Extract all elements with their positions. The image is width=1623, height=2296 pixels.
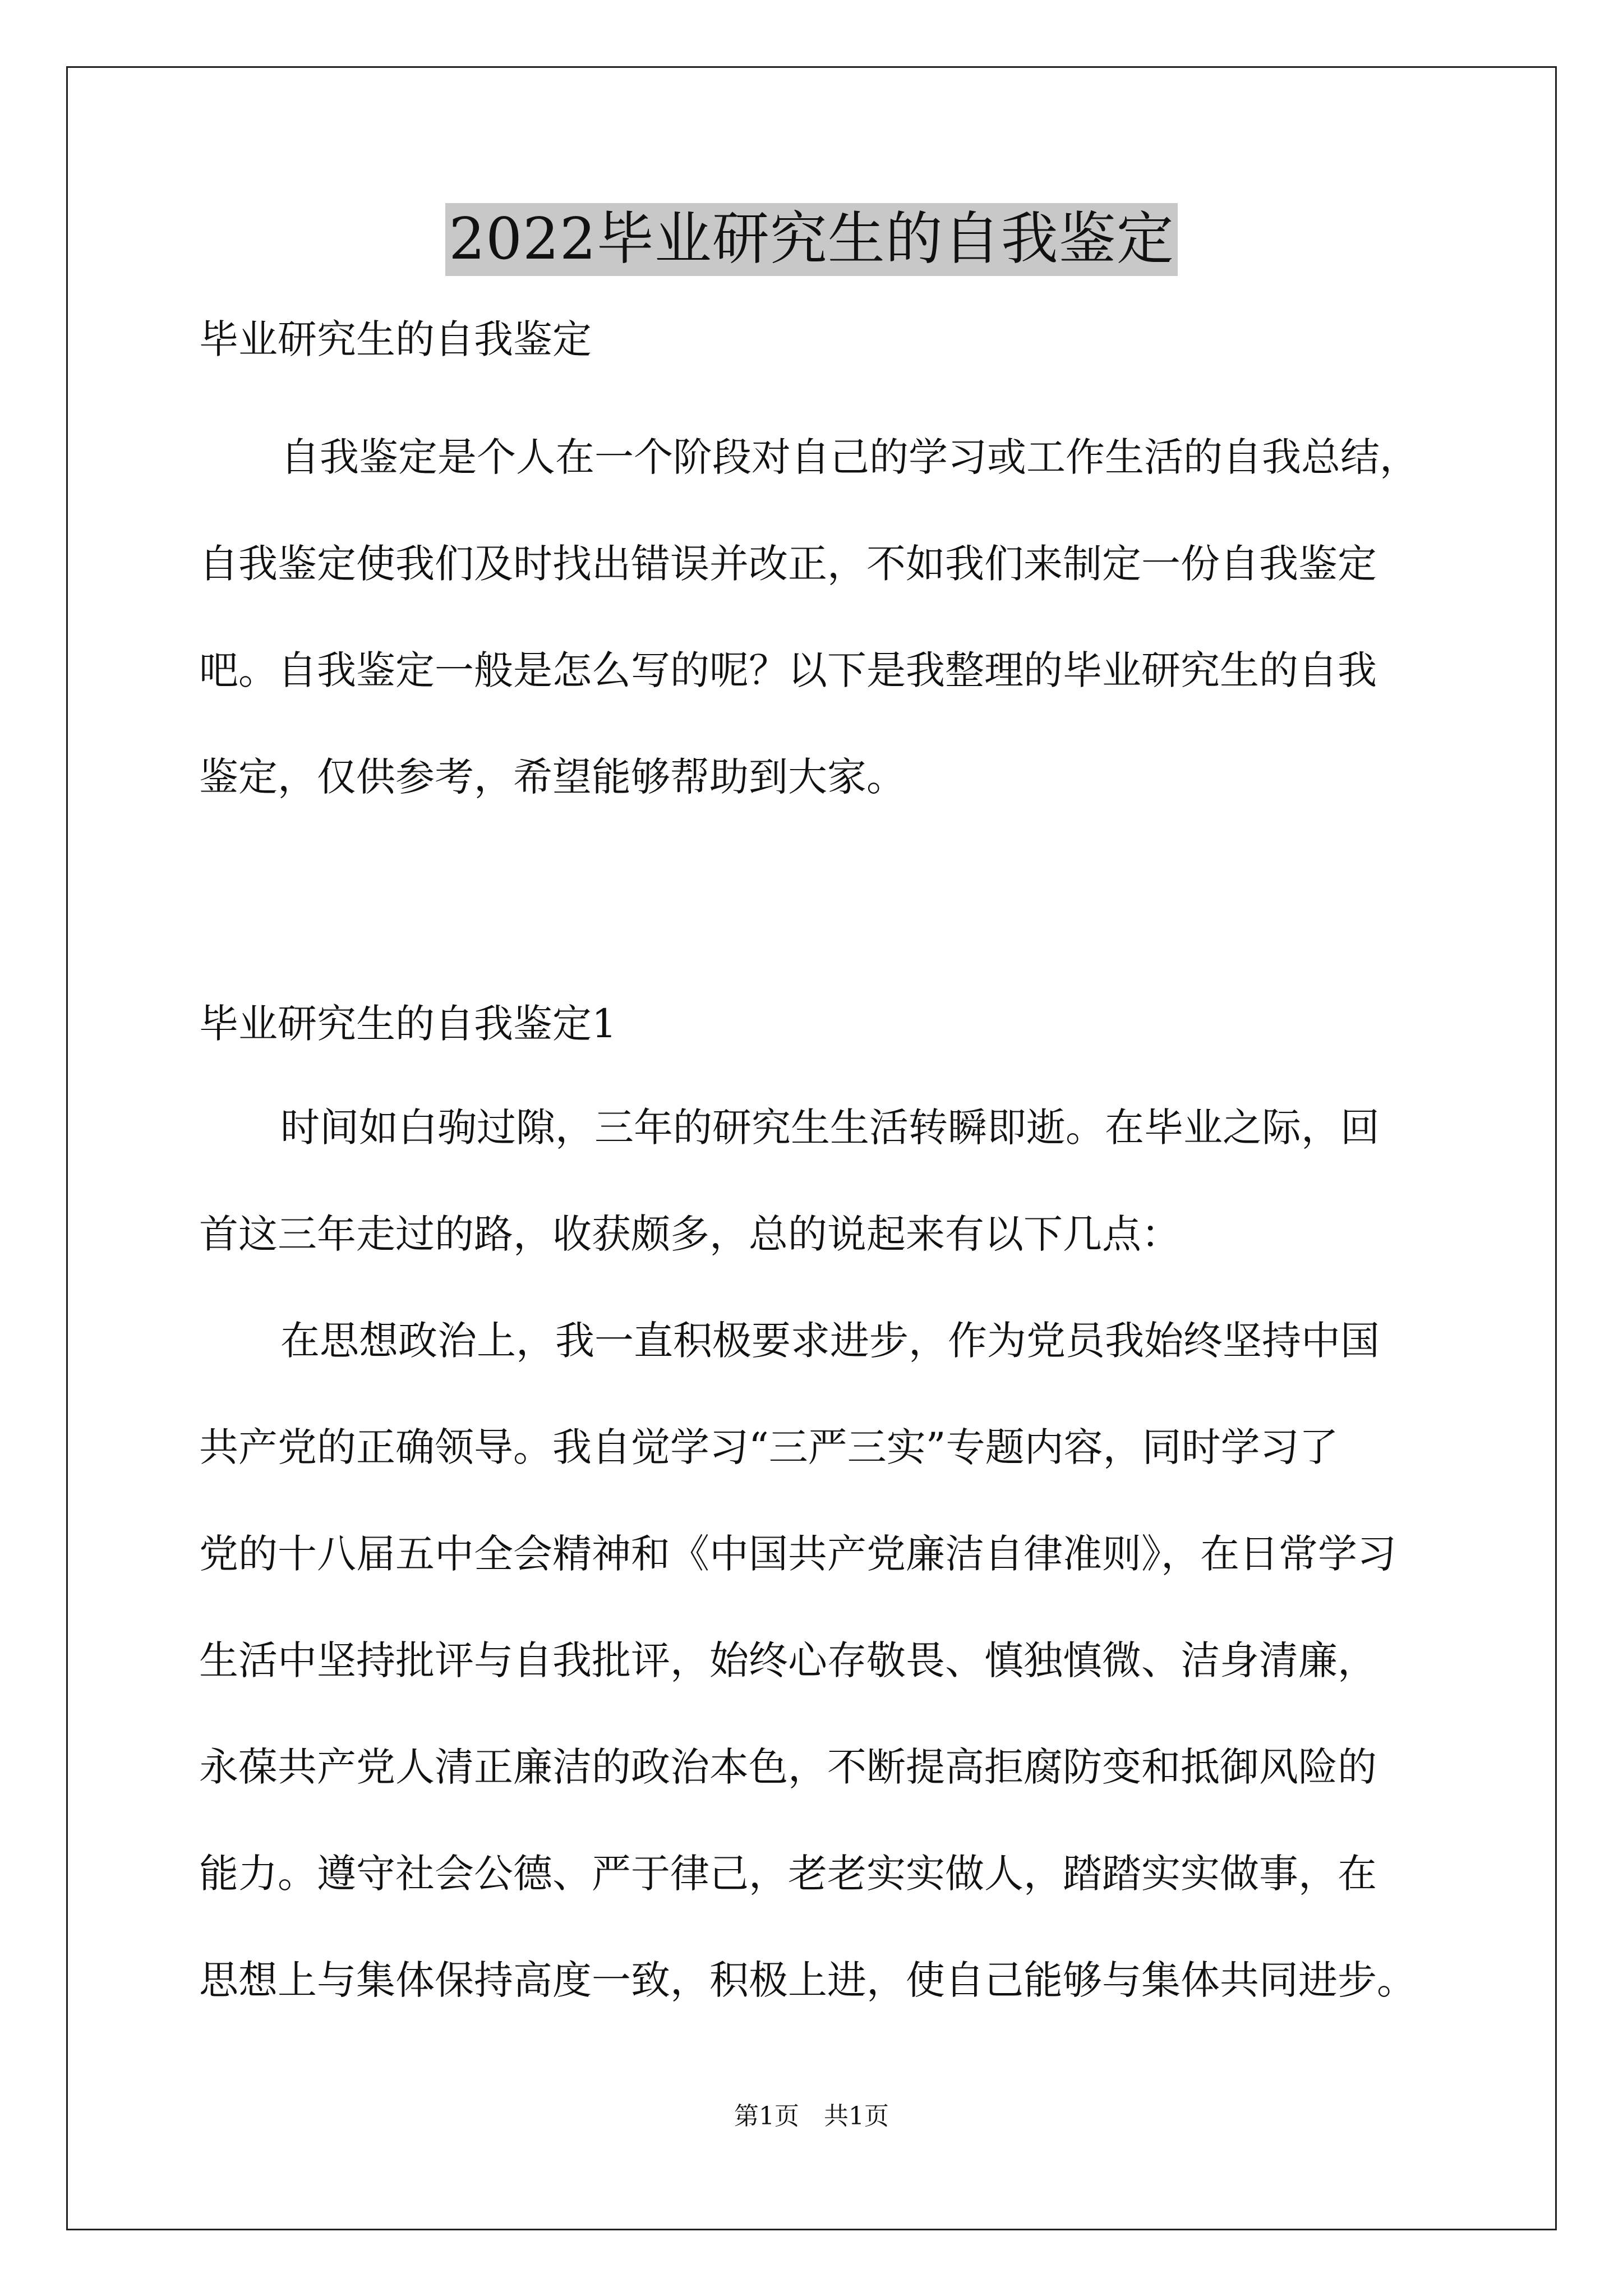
paragraph-line: 吧。自我鉴定一般是怎么写的呢？以下是我整理的毕业研究生的自我 <box>199 647 1377 693</box>
paragraph-line: 鉴定，仅供参考，希望能够帮助到大家。 <box>199 754 906 800</box>
subheading: 毕业研究生的自我鉴定 <box>199 316 592 362</box>
paragraph-line: 党的十八届五中全会精神和《中国共产党廉洁自律准则》，在日常学习 <box>199 1531 1396 1577</box>
paragraph-line: 首这三年走过的路，收获颇多，总的说起来有以下几点： <box>199 1211 1181 1257</box>
paragraph-line: 时间如白驹过隙，三年的研究生生活转瞬即逝。在毕业之际，回 <box>280 1105 1380 1151</box>
paragraph-line: 在思想政治上，我一直积极要求进步，作为党员我始终坚持中国 <box>280 1318 1380 1364</box>
paragraph-line: 自我鉴定使我们及时找出错误并改正，不如我们来制定一份自我鉴定 <box>199 541 1377 587</box>
paragraph-line: 生活中坚持批评与自我批评，始终心存敬畏、慎独慎微、洁身清廉， <box>199 1637 1377 1683</box>
paragraph-line: 能力。遵守社会公德、严于律己，老老实实做人，踏踏实实做事，在 <box>199 1851 1377 1897</box>
paragraph-line: 自我鉴定是个人在一个阶段对自己的学习或工作生活的自我总结， <box>280 434 1419 480</box>
paragraph-line: 思想上与集体保持高度一致，积极上进，使自己能够与集体共同进步。 <box>199 1957 1416 2003</box>
paragraph-line: 共产党的正确领导。我自觉学习“三严三实”专题内容，同时学习了 <box>199 1424 1339 1470</box>
paragraph-line: 永葆共产党人清正廉洁的政治本色，不断提高拒腐防变和抵御风险的 <box>199 1744 1377 1790</box>
document-title: 2022毕业研究生的自我鉴定 <box>445 203 1178 276</box>
title-container <box>0 203 1623 276</box>
page-footer: 第1页 共1页 <box>734 2102 889 2131</box>
section-heading: 毕业研究生的自我鉴定1 <box>199 1001 617 1047</box>
